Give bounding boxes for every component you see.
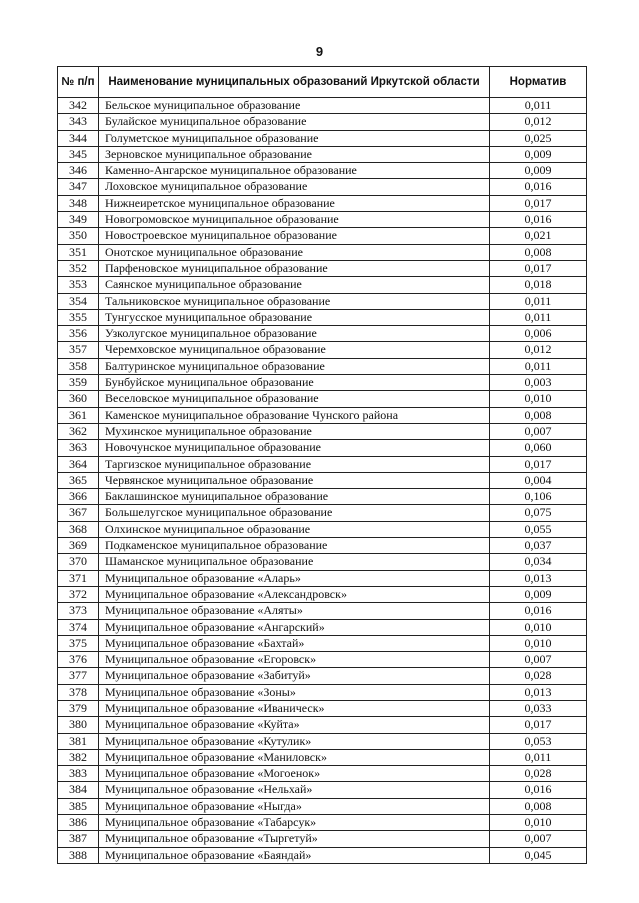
row-name: Муниципальное образование «Ныгда» [99,798,490,814]
row-norm: 0,017 [490,260,587,276]
row-name: Большелугское муниципальное образование [99,505,490,521]
header-name: Наименование муниципальных образований Иркутской области [99,67,490,98]
row-number: 350 [58,228,99,244]
row-name: Баклашинское муниципальное образование [99,489,490,505]
table-row [58,195,587,211]
row-norm: 0,004 [490,472,587,488]
row-number: 362 [58,423,99,439]
row-number: 386 [58,815,99,831]
row-number: 349 [58,212,99,228]
row-number: 357 [58,342,99,358]
row-norm: 0,009 [490,586,587,602]
table-row [58,554,587,570]
row-name: Таргизское муниципальное образование [99,456,490,472]
row-name: Муниципальное образование «Куйта» [99,717,490,733]
row-name: Тальниковское муниципальное образование [99,293,490,309]
row-name: Зерновское муниципальное образование [99,146,490,162]
row-name: Муниципальное образование «Зоны» [99,684,490,700]
table-row [58,538,587,554]
row-number: 363 [58,440,99,456]
table-row [58,749,587,765]
row-name: Муниципальное образование «Забитуй» [99,668,490,684]
row-norm: 0,011 [490,98,587,114]
row-name: Олхинское муниципальное образование [99,521,490,537]
row-name: Парфеновское муниципальное образование [99,260,490,276]
row-number: 374 [58,619,99,635]
row-norm: 0,010 [490,635,587,651]
row-name: Муниципальное образование «Александровск» [99,586,490,602]
row-number: 347 [58,179,99,195]
table-row [58,130,587,146]
row-name: Муниципальное образование «Бахтай» [99,635,490,651]
row-name: Бельское муниципальное образование [99,98,490,114]
table-row [58,733,587,749]
row-number: 375 [58,635,99,651]
table-row [58,163,587,179]
row-name: Мухинское муниципальное образование [99,423,490,439]
table-row [58,326,587,342]
row-norm: 0,009 [490,146,587,162]
row-number: 385 [58,798,99,814]
row-name: Муниципальное образование «Аларь» [99,570,490,586]
header-row [58,67,587,98]
table-row [58,375,587,391]
row-name: Черемховское муниципальное образование [99,342,490,358]
row-number: 372 [58,586,99,602]
row-name: Муниципальное образование «Маниловск» [99,749,490,765]
row-norm: 0,007 [490,831,587,847]
row-number: 376 [58,652,99,668]
table-row [58,342,587,358]
row-name: Муниципальное образование «Нельхай» [99,782,490,798]
row-number: 342 [58,98,99,114]
row-number: 364 [58,456,99,472]
table-row [58,798,587,814]
row-norm: 0,013 [490,570,587,586]
row-norm: 0,012 [490,342,587,358]
row-name: Булайское муниципальное образование [99,114,490,130]
row-norm: 0,034 [490,554,587,570]
row-name: Муниципальное образование «Егоровск» [99,652,490,668]
row-number: 368 [58,521,99,537]
row-name: Каменское муниципальное образование Чунского района [99,407,490,423]
table-row [58,293,587,309]
table-row [58,260,587,276]
row-number: 344 [58,130,99,146]
row-number: 345 [58,146,99,162]
row-norm: 0,008 [490,244,587,260]
row-name: Веселовское муниципальное образование [99,391,490,407]
row-name: Онотское муниципальное образование [99,244,490,260]
row-norm: 0,012 [490,114,587,130]
row-number: 383 [58,766,99,782]
row-name: Муниципальное образование «Тыргетуй» [99,831,490,847]
table-row [58,570,587,586]
row-norm: 0,037 [490,538,587,554]
row-norm: 0,007 [490,423,587,439]
table-row [58,603,587,619]
table-row [58,815,587,831]
table-row [58,440,587,456]
row-number: 378 [58,684,99,700]
row-number: 346 [58,163,99,179]
table-row [58,456,587,472]
row-norm: 0,045 [490,847,587,863]
row-norm: 0,028 [490,668,587,684]
row-norm: 0,016 [490,782,587,798]
table-row [58,652,587,668]
row-norm: 0,106 [490,489,587,505]
table-row [58,212,587,228]
table-row [58,472,587,488]
row-number: 354 [58,293,99,309]
row-norm: 0,025 [490,130,587,146]
row-number: 379 [58,700,99,716]
row-number: 377 [58,668,99,684]
table-row [58,684,587,700]
row-number: 351 [58,244,99,260]
table-row [58,700,587,716]
row-norm: 0,011 [490,293,587,309]
table-row [58,635,587,651]
table-row [58,831,587,847]
row-name: Муниципальное образование «Аляты» [99,603,490,619]
row-name: Бунбуйское муниципальное образование [99,375,490,391]
row-number: 371 [58,570,99,586]
table-row [58,717,587,733]
row-name: Новогромовское муниципальное образование [99,212,490,228]
row-norm: 0,008 [490,798,587,814]
row-norm: 0,011 [490,309,587,325]
table-row [58,423,587,439]
table-row [58,277,587,293]
table-row [58,505,587,521]
row-name: Червянское муниципальное образование [99,472,490,488]
row-number: 365 [58,472,99,488]
row-norm: 0,009 [490,163,587,179]
row-name: Муниципальное образование «Баяндай» [99,847,490,863]
row-name: Новочунское муниципальное образование [99,440,490,456]
row-number: 380 [58,717,99,733]
row-number: 370 [58,554,99,570]
row-number: 367 [58,505,99,521]
row-norm: 0,013 [490,684,587,700]
row-name: Муниципальное образование «Могоенок» [99,766,490,782]
table-row [58,309,587,325]
row-norm: 0,028 [490,766,587,782]
row-name: Узколугское муниципальное образование [99,326,490,342]
row-norm: 0,017 [490,195,587,211]
table-row [58,847,587,863]
row-name: Балтуринское муниципальное образование [99,358,490,374]
table-row [58,146,587,162]
row-name: Муниципальное образование «Табарсук» [99,815,490,831]
row-norm: 0,011 [490,749,587,765]
row-norm: 0,008 [490,407,587,423]
table-row [58,358,587,374]
row-norm: 0,053 [490,733,587,749]
row-number: 358 [58,358,99,374]
table-row [58,489,587,505]
row-norm: 0,006 [490,326,587,342]
row-norm: 0,007 [490,652,587,668]
row-name: Муниципальное образование «Ангарский» [99,619,490,635]
row-norm: 0,010 [490,391,587,407]
row-number: 381 [58,733,99,749]
row-name: Каменно-Ангарское муниципальное образование [99,163,490,179]
header-norm: Норматив [490,67,587,98]
row-norm: 0,010 [490,619,587,635]
row-number: 353 [58,277,99,293]
row-number: 356 [58,326,99,342]
row-norm: 0,033 [490,700,587,716]
table-row [58,619,587,635]
table-header [58,67,587,98]
table-row [58,586,587,602]
row-name: Шаманское муниципальное образование [99,554,490,570]
row-norm: 0,016 [490,603,587,619]
row-number: 388 [58,847,99,863]
table-row [58,668,587,684]
row-norm: 0,021 [490,228,587,244]
normatives-table [57,66,587,864]
row-name: Саянское муниципальное образование [99,277,490,293]
row-name: Муниципальное образование «Иваническ» [99,700,490,716]
row-name: Новостроевское муниципальное образование [99,228,490,244]
row-number: 348 [58,195,99,211]
row-norm: 0,003 [490,375,587,391]
row-norm: 0,055 [490,521,587,537]
row-number: 373 [58,603,99,619]
row-name: Голуметское муниципальное образование [99,130,490,146]
row-number: 387 [58,831,99,847]
page-number: 9 [315,44,324,59]
row-name: Подкаменское муниципальное образование [99,538,490,554]
table-row [58,228,587,244]
table-row [58,766,587,782]
row-name: Лоховское муниципальное образование [99,179,490,195]
row-name: Муниципальное образование «Кутулик» [99,733,490,749]
row-number: 359 [58,375,99,391]
table-body [58,98,587,864]
row-norm: 0,017 [490,717,587,733]
row-norm: 0,016 [490,212,587,228]
row-norm: 0,016 [490,179,587,195]
row-norm: 0,060 [490,440,587,456]
row-norm: 0,011 [490,358,587,374]
row-number: 384 [58,782,99,798]
table-row [58,179,587,195]
row-number: 366 [58,489,99,505]
row-norm: 0,018 [490,277,587,293]
row-number: 352 [58,260,99,276]
row-number: 355 [58,309,99,325]
row-number: 360 [58,391,99,407]
row-name: Нижнеиретское муниципальное образование [99,195,490,211]
row-name: Тунгусское муниципальное образование [99,309,490,325]
table-row [58,391,587,407]
row-norm: 0,075 [490,505,587,521]
row-number: 343 [58,114,99,130]
table-row [58,244,587,260]
row-number: 361 [58,407,99,423]
header-num: № п/п [58,67,99,98]
table-row [58,98,587,114]
table-row [58,114,587,130]
row-number: 382 [58,749,99,765]
table-row [58,521,587,537]
row-number: 369 [58,538,99,554]
table-row [58,782,587,798]
row-norm: 0,010 [490,815,587,831]
row-norm: 0,017 [490,456,587,472]
table-row [58,407,587,423]
